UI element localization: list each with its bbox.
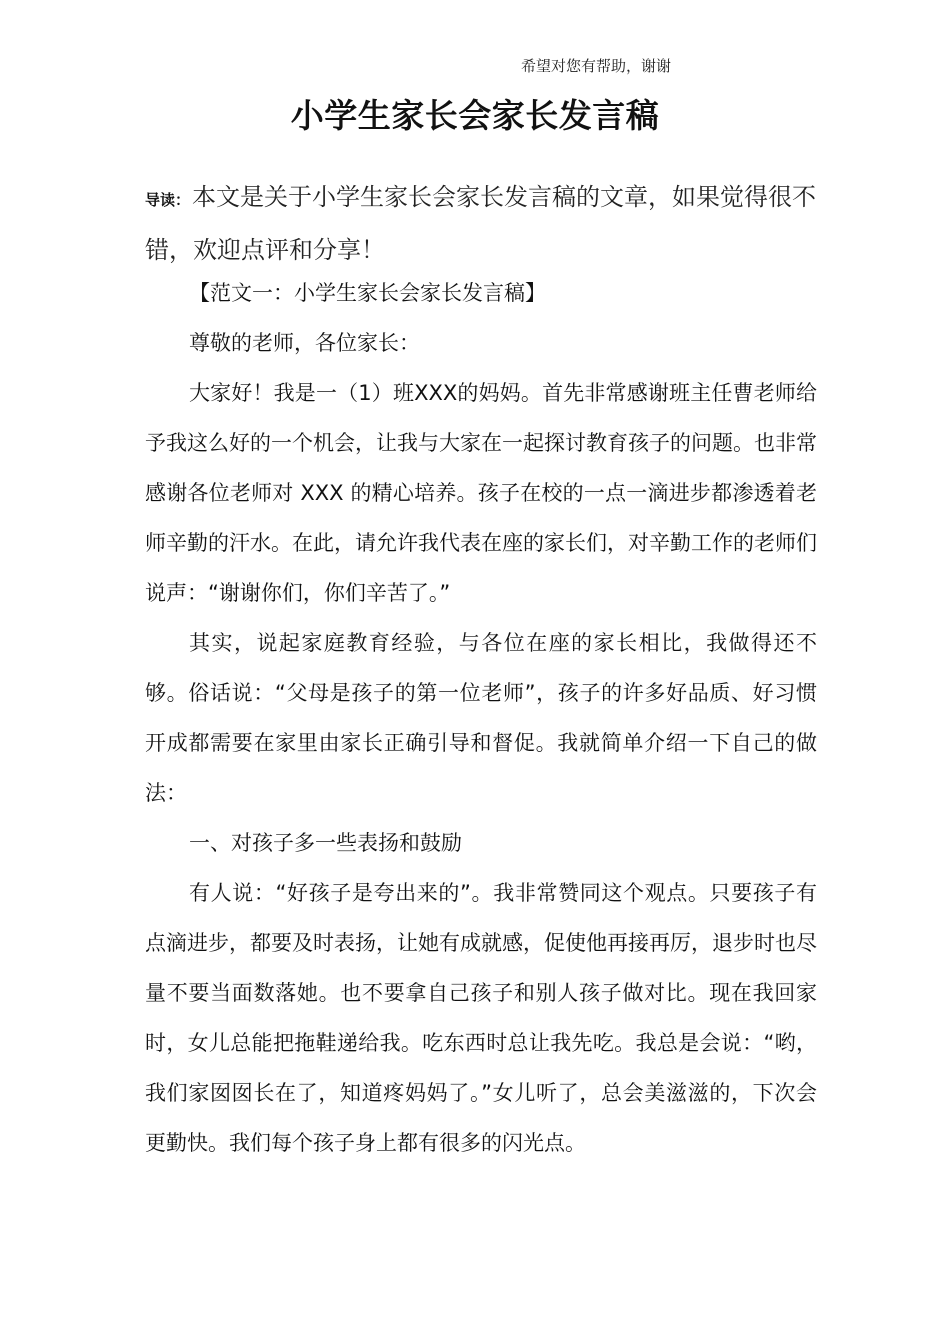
header-note: 希望对您有帮助，谢谢 (521, 57, 672, 75)
intro-paragraph (145, 172, 817, 275)
paragraph: 大家好！我是一（1）班XXX的妈妈。首先非常感谢班主任曹老师给予我这么好的一个机会，让我与大家在一起探讨教育孩子的问题。也非常感谢各位老师对 XXX 的精心培养。孩子在校的一点一滴进步都渗透着老师辛勤的汗水。在此，请允许我代表在座的家长们，对辛勤工作的老师们说声：“谢谢你们，你们辛苦了。” (145, 381, 817, 605)
section-heading: 【范文一：小学生家长会家长发言稿】 (189, 281, 546, 305)
intro-label: 导读： (145, 191, 191, 209)
paragraph: 其实，说起家庭教育经验，与各位在座的家长相比，我做得还不够。俗话说：“父母是孩子的第一位老师”，孩子的许多好品质、好习惯开成都需要在家里由家长正确引导和督促。我就简单介绍一下自己的做法： (145, 631, 817, 805)
document-title: 小学生家长会家长发言稿 (290, 96, 660, 135)
subheading: 一、对孩子多一些表扬和鼓励 (189, 831, 462, 855)
paragraph: 有人说：“好孩子是夸出来的”。我非常赞同这个观点。只要孩子有点滴进步，都要及时表扬，让她有成就感，促使他再接再厉，退步时也尽量不要当面数落她。也不要拿自己孩子和别人孩子做对比。现在我回家时，女儿总能把拖鞋递给我。吃东西时总让我先吃。我总是会说：“哟，我们家囡囡长在了，知道疼妈妈了。”女儿听了，总会美滋滋的，下次会更勤快。我们每个孩子身上都有很多的闪光点。 (145, 881, 817, 1155)
salutation: 尊敬的老师，各位家长： (189, 331, 420, 355)
intro-text: 本文是关于小学生家长会家长发言稿的文章，如果觉得很不错，欢迎点评和分享！ (145, 183, 817, 264)
document-body (145, 268, 817, 1168)
